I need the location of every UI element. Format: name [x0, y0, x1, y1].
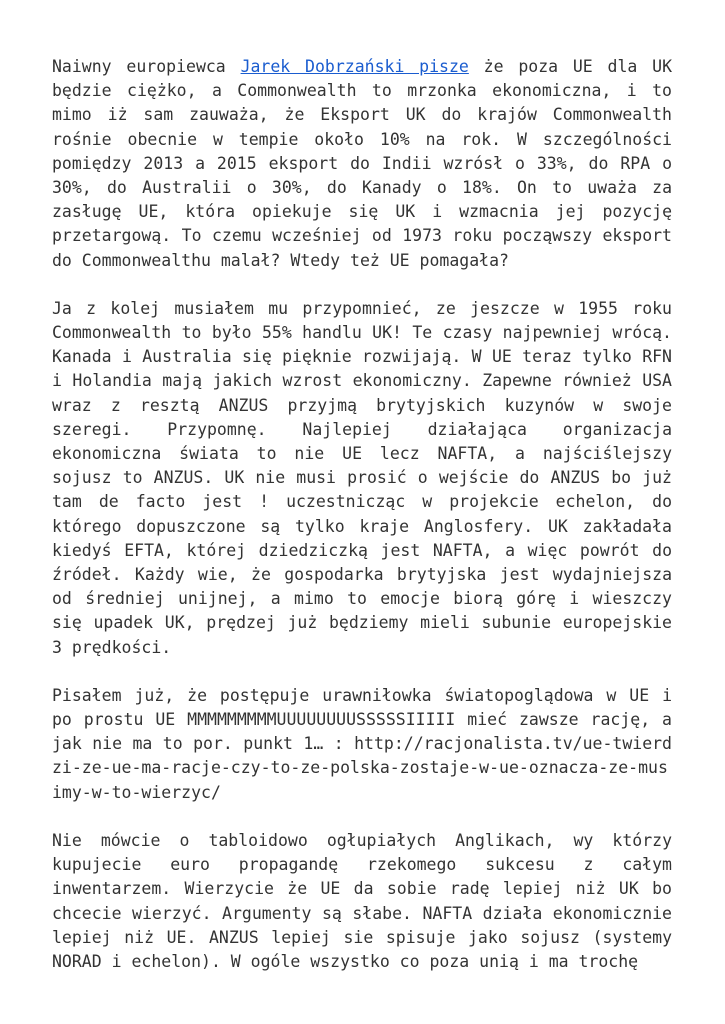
paragraph-2: Ja z kolej musiałem mu przypomnieć, ze jeszcze w 1955 roku Commonwealth to było 55% handlu UK! Te czasy najpewniej wrócą. Kanada i Australia się pięknie rozwijają. W UE teraz tylko RFN i Holandia mają jakich wzrost ekonomiczny. Zapewne również USA wraz z resztą ANZUS przyjmą brytyjskich kuzynów w swoje szeregi. Przypomnę. Najlepiej działająca organizacja ekonomiczna świata to nie UE lecz NAFTA, a najściślejszy sojusz to ANZUS. UK nie musi prosić o wejście do ANZUS bo już tam de facto jest ! uczestnicząc w projekcie echelon, do którego dopuszczone są tylko kraje Anglosfery. UK zakładała kiedyś EFTA, której dziedziczką jest NAFTA, a więc powrót do źródeł. Każdy wie, że gospodarka brytyjska jest wydajniejsza od średniej unijnej, a mimo to emocje biorą górę i wieszczy się upadek UK, prędzej już będziemy mieli subunie europejskie 3 prędkości.	[52, 298, 672, 657]
article-body	[52, 55, 672, 998]
paragraph-1-intro: Naiwny europiewca	[52, 57, 241, 76]
paragraph-3	[52, 684, 672, 805]
paragraph-1-body: że poza UE dla UK będzie ciężko, a Commonwealth to mrzonka ekonomiczna, i to mimo iż sam zauważa, że Eksport UK do krajów Commonwealth rośnie obecnie w tempie około 10% na rok. W szczególności pomiędzy 2013 a 2015 eksport do Indii wzrósł o 33%, do RPA o 30%, do Australii o 30%, do Kanady o 18%. On to uważa za zasługę UE, która opiekuje się UK i wzmacnia jej pozycję przetargową. To czemu wcześniej od 1973 roku począwszy eksport do Commonwealthu malał? Wtedy też UE pomagała?	[52, 57, 673, 270]
author-post-link[interactable]: Jarek Dobrzański pisze	[240, 57, 469, 76]
paragraph-1	[52, 55, 672, 273]
paragraph-4: Nie mówcie o tabloidowo ogłupiałych Anglikach, wy którzy kupujecie euro propagandę rzekomego sukcesu z całym inwentarzem. Wierzycie że UE da sobie radę lepiej niż UK bo chcecie wierzyć. Argumenty są słabe. NAFTA działa ekonomicznie lepiej niż UE. ANZUS lepiej sie spisuje jako sojusz (systemy NORAD i echelon). W ogóle wszystko co poza unią i ma trochę	[52, 830, 672, 971]
paragraph-3-text: Pisałem już, że postępuje urawniłowka światopoglądowa w UE i po prostu UE MMMMMMMMMUUUUUUUUSSSSSIIIII mieć zawsze rację, a jak nie ma to por. punkt 1… :	[52, 685, 672, 754]
source-url: http://racjonalista.tv/ue-twierdzi-ze-ue-ma-racje-czy-to-ze-polska-zostaje-w-ue-oznacza-ze-musimy-w-to-wierzyc/	[52, 734, 672, 802]
